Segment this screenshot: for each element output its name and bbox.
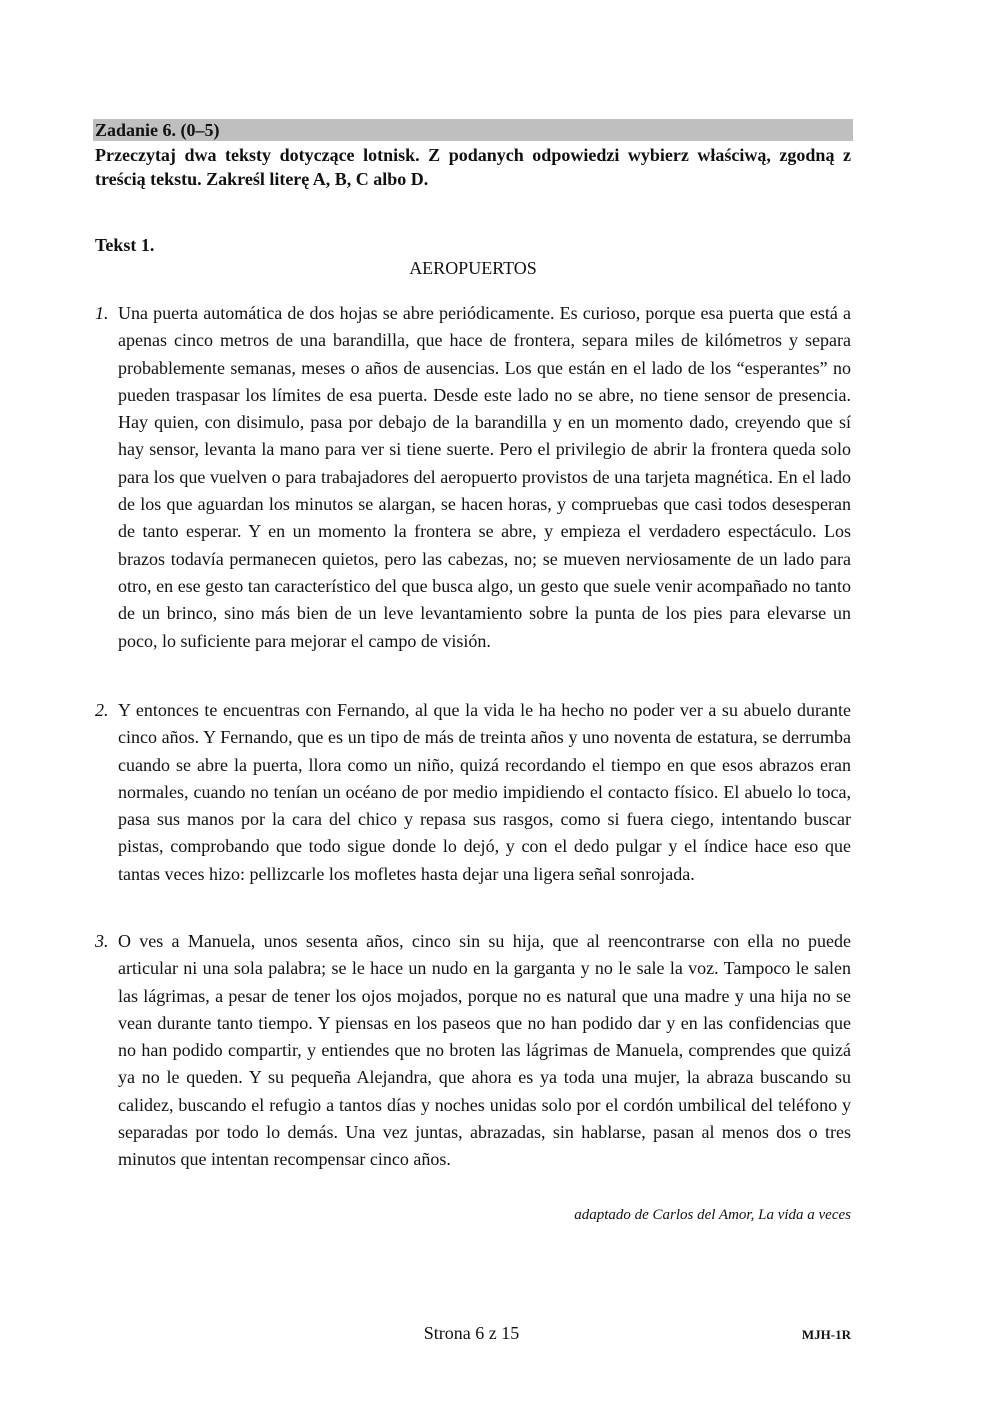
task-header: Zadanie 6. (0–5) xyxy=(93,119,853,141)
paragraph-number-1: 1. xyxy=(95,303,109,323)
text-title: AEROPUERTOS xyxy=(409,258,537,278)
text-label: Tekst 1. xyxy=(95,235,155,255)
paragraph-number-3: 3. xyxy=(95,931,109,951)
paragraph-2: Y entonces te encuentras con Fernando, al que la vida le ha hecho no poder ver a su abuelo durante cinco años. Y Fernando, que es un tipo de más de treinta años y uno noventa de estatura, se derrumba cuando se abre la puerta, llora como un niño, quizá recordando el tiempo en que esos abrazos eran normales, cuando no tenían un océano de por medio impidiendo el contacto físico. El abuelo lo toca, pasa sus manos por la cara del chico y repasa sus rasgos, como si fuera ciego, intentando buscar pistas, comprobando que todo sigue donde lo dejó, y con el dedo pulgar y el índice hace eso que tantas veces hizo: pellizcarle los mofletes hasta dejar una ligera señal sonrojada. xyxy=(118,700,851,884)
task-instruction: Przeczytaj dwa teksty dotyczące lotnisk. Z podanych odpowiedzi wybierz właściwą, zgodną z treścią tekstu. Zakreśl literę A, B, C albo D. xyxy=(95,145,851,189)
paragraph-1: Una puerta automática de dos hojas se abre periódicamente. Es curioso, porque esa puerta que está a apenas cinco metros de una barandilla, que hace de frontera, separa miles de kilómetros y separa probablemente semanas, meses o años de ausencias. Los que están en el lado de los “esperantes” no pueden traspasar los límites de esa puerta. Desde este lado no se abre, no tiene sensor de presencia. Hay quien, con disimulo, pasa por debajo de la barandilla y en un momento dado, creyendo que sí hay sensor, levanta la mano para ver si tiene suerte. Pero el privilegio de abrir la frontera queda solo para los que vuelven o para trabajadores del aeropuerto provistos de una tarjeta magnética. En el lado de los que aguardan los minutos se alargan, se hacen horas, y compruebas que casi todos desesperan de tanto esperar. Y en un momento la frontera se abre, y empieza el verdadero espectáculo. Los brazos todavía permanecen quietos, pero las cabezas, no; se mueven nerviosamente de un lado para otro, en ese gesto tan característico del que busca algo, un gesto que suele venir acompañado no tanto de un brinco, sino más bien de un leve levantamiento sobre la punta de los pies para elevarse un poco, lo suficiente para mejorar el campo de visión. xyxy=(118,303,851,651)
source-citation: adaptado de Carlos del Amor, La vida a veces xyxy=(574,1207,851,1223)
paragraph-3: O ves a Manuela, unos sesenta años, cinco sin su hija, que al reencontrarse con ella no puede articular ni una sola palabra; se le hace un nudo en la garganta y no le sale la voz. Tampoco le salen las lágrimas, a pesar de tener los ojos mojados, porque no es natural que una madre y una hija no se vean durante tanto tiempo. Y piensas en los paseos que no han podido dar y en las confidencias que no han podido compartir, y entiendes que no broten las lágrimas de Manuela, comprendes que quizá ya no le queden. Y su pequeña Alejandra, que ahora es ya toda una mujer, la abraza buscando su calidez, buscando el refugio a tantos días y noches unidas solo por el cordón umbilical del teléfono y separadas por todo lo demás. Una vez juntas, abrazadas, sin hablarse, pasan al menos dos o tres minutos que intentan recompensar cinco años. xyxy=(118,931,851,1170)
paragraph-number-2: 2. xyxy=(95,700,109,720)
exam-code: MJH-1R xyxy=(801,1327,851,1342)
page-number: Strona 6 z 15 xyxy=(423,1323,520,1343)
